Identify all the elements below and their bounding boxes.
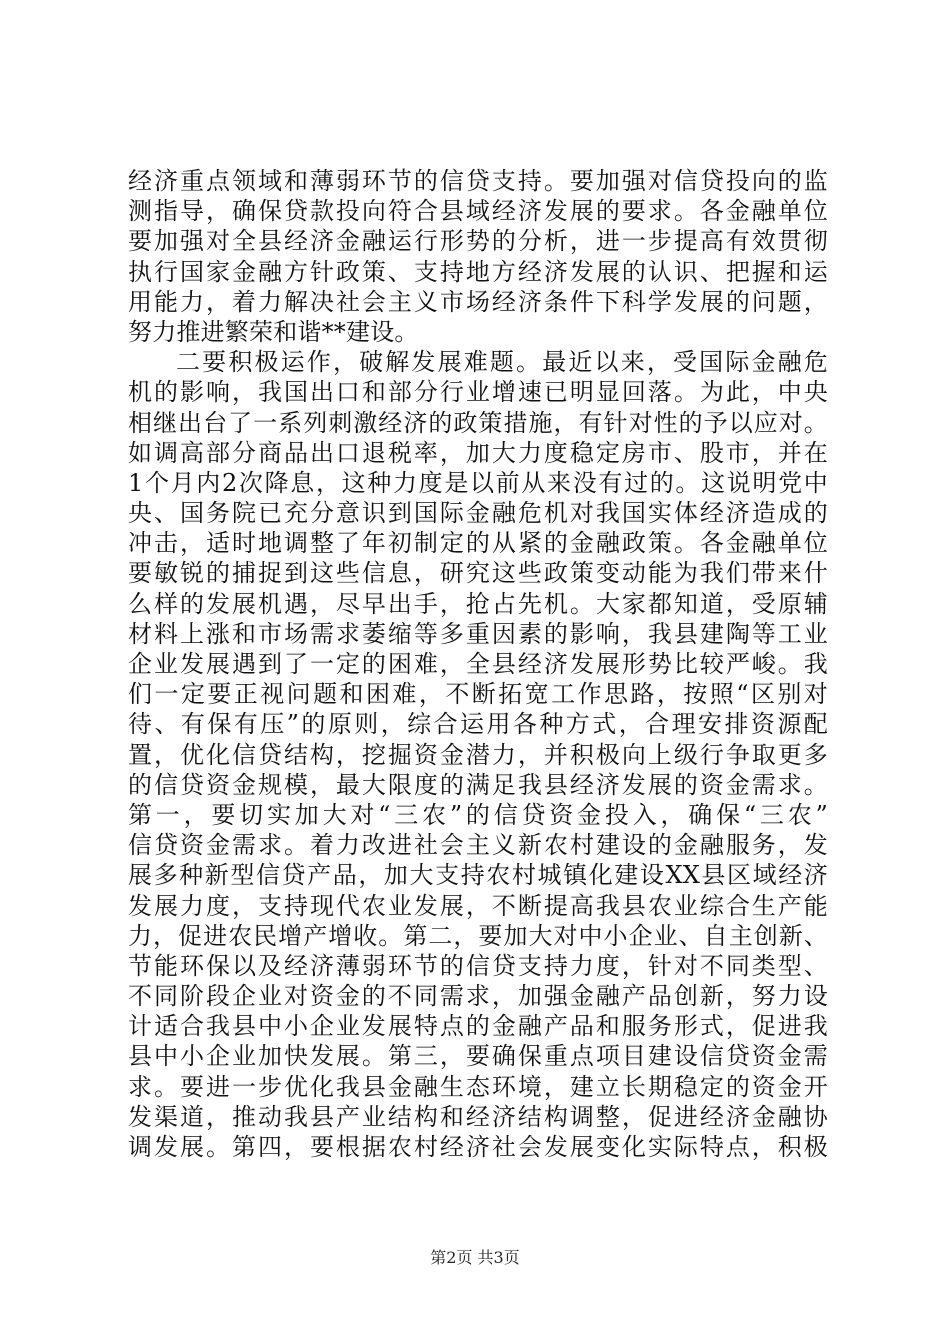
text-line: 测指导，确保贷款投向符合县域经济发展的要求。各金融单位 (128, 197, 828, 226)
text-line: 发展力度，支持现代农业发展，不断提高我县农业综合生产能 (128, 891, 828, 920)
text-line: 们一定要正视问题和困难，不断拓宽工作思路，按照“区别对 (128, 680, 828, 709)
text-line: 相继出台了一系列刺激经济的政策措施，有针对性的予以应对。 (128, 408, 828, 437)
text-line: 力，促进农民增产增收。第二，要加大对中小企业、自主创新、 (128, 921, 828, 950)
text-line: 努力推进繁荣和谐**建设。 (128, 317, 419, 346)
text-line: 材料上涨和市场需求萎缩等多重因素的影响，我县建陶等工业 (128, 619, 828, 648)
body-text (128, 166, 828, 1162)
text-line: 县中小企业加快发展。第三，要确保重点项目建设信贷资金需 (128, 1042, 828, 1071)
text-line: 调发展。第四，要根据农村经济社会发展变化实际特点，积极 (128, 1133, 828, 1161)
text-line: 的信贷资金规模，最大限度的满足我县经济发展的资金需求。 (128, 770, 828, 799)
text-line: 计适合我县中小企业发展特点的金融产品和服务形式，促进我 (128, 1012, 828, 1041)
text-line: 第一，要切实加大对“三农”的信贷资金投入，确保“三农” (128, 800, 828, 829)
text-line: 执行国家金融方针政策、支持地方经济发展的认识、把握和运 (128, 257, 828, 286)
text-line: 要加强对全县经济金融运行形势的分析，进一步提高有效贯彻 (128, 227, 828, 256)
text-line: 冲击，适时地调整了年初制定的从紧的金融政策。各金融单位 (128, 529, 828, 558)
text-line: 企业发展遇到了一定的困难，全县经济发展形势比较严峻。我 (128, 650, 828, 678)
text-line: 么样的发展机遇，尽早出手，抢占先机。大家都知道，受原辅 (128, 589, 828, 618)
text-line: 节能环保以及经济薄弱环节的信贷支持力度，针对不同类型、 (128, 951, 828, 980)
page-footer: 第2页 共3页 (430, 1248, 520, 1267)
text-line: 用能力，着力解决社会主义市场经济条件下科学发展的问题， (128, 287, 828, 316)
text-line: 经济重点领域和薄弱环节的信贷支持。要加强对信贷投向的监 (128, 167, 828, 195)
text-line: 要敏锐的捕捉到这些信息，研究这些政策变动能为我们带来什 (128, 559, 828, 588)
text-line: 如调高部分商品出口退税率，加大力度稳定房市、股市，并在 (128, 438, 828, 467)
text-line: 不同阶段企业对资金的不同需求，加强金融产品创新，努力设 (128, 982, 828, 1011)
paragraph-start-line: 二要积极运作，破解发展难题。最近以来，受国际金融危 (176, 348, 828, 377)
text-line: 央、国务院已充分意识到国际金融危机对我国实体经济造成的 (128, 499, 828, 528)
text-line: 发渠道，推动我县产业结构和经济结构调整，促进经济金融协 (128, 1102, 828, 1131)
text-line: 展多种新型信贷产品，加大支持农村城镇化建设XX县区域经济 (128, 861, 828, 890)
text-line: 待、有保有压”的原则，综合运用各种方式，合理安排资源配 (128, 710, 828, 739)
text-line: 1个月内2次降息，这种力度是以前从来没有过的。这说明党中 (128, 468, 828, 497)
text-line: 求。要进一步优化我县金融生态环境，建立长期稳定的资金开 (128, 1072, 828, 1101)
text-line: 置，优化信贷结构，挖掘资金潜力，并积极向上级行争取更多 (128, 740, 828, 769)
text-line: 信贷资金需求。着力改进社会主义新农村建设的金融服务，发 (128, 831, 828, 860)
text-line: 机的影响，我国出口和部分行业增速已明显回落。为此，中央 (128, 378, 828, 407)
